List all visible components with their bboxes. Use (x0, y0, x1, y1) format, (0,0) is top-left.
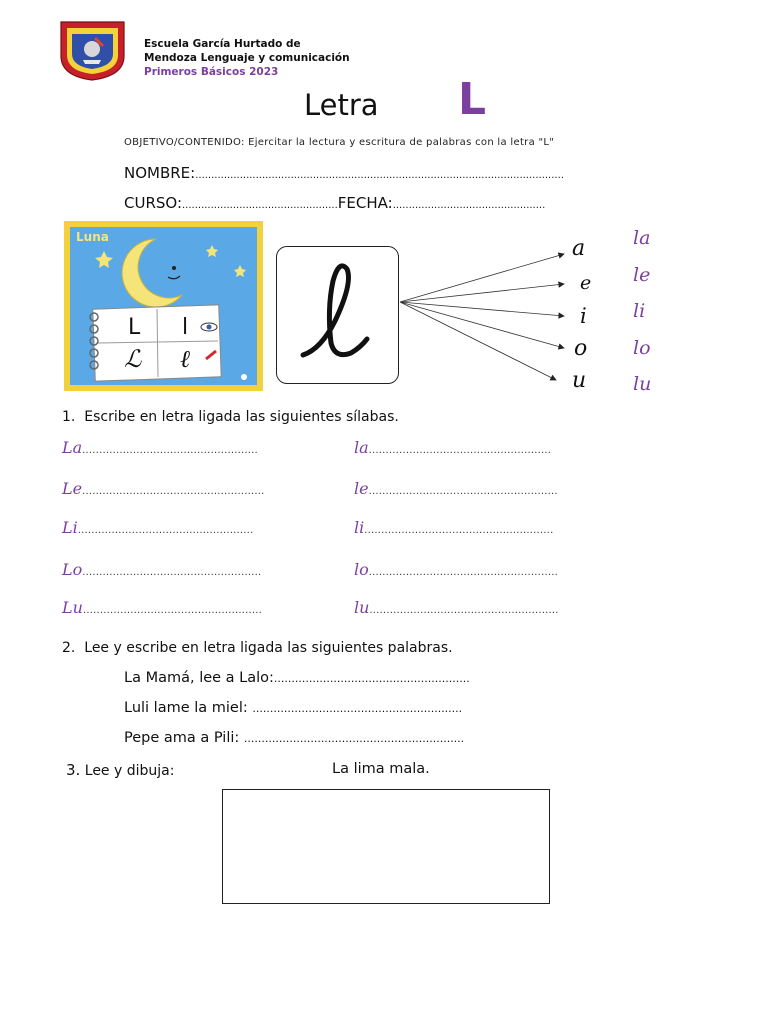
practice-right-row (354, 438, 551, 457)
practice-field[interactable]: .................................................... (77, 525, 254, 536)
practice-label: li (354, 518, 365, 537)
section-3-text: Lee y dibuja: (84, 763, 175, 779)
school-name-line1: Escuela García Hurtado de (144, 38, 301, 50)
practice-left-row (62, 518, 253, 537)
practice-left-row (62, 598, 262, 617)
practice-left-row (62, 479, 265, 498)
vowel-a: a (572, 236, 586, 261)
syllable-lo: lo (633, 337, 651, 359)
section-2-heading (62, 640, 453, 656)
practice-label: Le (62, 479, 83, 498)
sentence-row (124, 730, 464, 746)
vowel-i: i (580, 304, 587, 328)
nombre-row (124, 164, 564, 182)
practice-field[interactable]: .................................................... (82, 445, 258, 456)
vowel-u: u (572, 368, 587, 393)
section-3-heading (66, 761, 174, 779)
practice-label: le (354, 479, 369, 498)
print-letter-upper: L (128, 315, 141, 340)
print-letter-lower: l (182, 315, 189, 340)
practice-label: Lu (62, 598, 83, 617)
sentence-text: Pepe ama a Pili: (124, 730, 244, 746)
vowel-e: e (580, 272, 592, 294)
practice-field[interactable]: ..................................................... (82, 605, 263, 616)
practice-field[interactable]: ...................................................... (368, 445, 552, 456)
sentence-field[interactable]: ........................................................ (273, 672, 470, 685)
section-1-text: Escribe en letra ligada las siguientes sílabas. (84, 409, 399, 425)
practice-left-row (62, 438, 258, 457)
moon-label: Luna (76, 230, 109, 244)
script-letter-upper: ℒ (124, 345, 142, 373)
sentence-field[interactable]: ............................................................ (252, 702, 463, 715)
school-name-line2: Mendoza Lenguaje y comunicación (144, 52, 350, 64)
vowel-arrows (398, 238, 573, 388)
section-2-text: Lee y escribe en letra ligada las siguientes palabras. (84, 640, 453, 656)
practice-right-row (354, 598, 559, 617)
school-header (144, 37, 350, 79)
script-letter-lower: ℓ (180, 345, 190, 373)
arrow-a (400, 254, 564, 302)
practice-right-row (354, 560, 558, 579)
page-title: Letra (304, 88, 379, 122)
cursive-l-drawing (277, 247, 400, 385)
section-2-number: 2. (62, 640, 76, 656)
practice-field[interactable]: ........................................................ (368, 567, 558, 578)
practice-right-row (354, 518, 553, 537)
nombre-label: NOMBRE: (124, 164, 196, 182)
arrow-e (400, 284, 564, 302)
moon-illustration (64, 221, 263, 391)
practice-label: lu (354, 598, 370, 617)
practice-label: Lo (62, 560, 83, 579)
practice-field[interactable]: ..................................................... (82, 567, 262, 578)
syllable-le: le (633, 264, 651, 286)
practice-label: Li (62, 518, 78, 537)
practice-label: lo (354, 560, 369, 579)
sentence-text: La Mamá, lee a Lalo: (124, 670, 274, 686)
section-3-number: 3. (66, 761, 81, 779)
practice-left-row (62, 560, 261, 579)
sentence-text: Luli lame la miel: (124, 700, 253, 716)
practice-label: la (354, 438, 369, 457)
syllable-lu: lu (633, 373, 652, 395)
section-3-phrase: La lima mala. (332, 761, 430, 777)
practice-field[interactable]: ........................................................ (369, 605, 559, 616)
title-letter: L (458, 74, 487, 125)
section-1-number: 1. (62, 409, 76, 425)
nombre-field[interactable]: .................................................................................................................... (195, 170, 564, 181)
sentence-row (124, 670, 470, 686)
objective-text: OBJETIVO/CONTENIDO: Ejercitar la lectura y escritura de palabras con la letra "L" (124, 137, 555, 148)
fecha-field[interactable]: ................................................ (392, 200, 546, 211)
cursive-letter-card (276, 246, 399, 384)
course-line: Primeros Básicos 2023 (144, 66, 279, 78)
syllable-li: li (633, 300, 646, 322)
vowel-o: o (574, 336, 588, 361)
sentence-field[interactable]: ............................................................... (243, 732, 465, 745)
school-logo (55, 18, 130, 82)
practice-field[interactable]: ...................................................... (82, 486, 265, 497)
curso-field[interactable]: ................................................. (182, 200, 338, 211)
practice-field[interactable]: ........................................................ (364, 525, 554, 536)
fecha-label: FECHA: (337, 194, 393, 212)
practice-field[interactable]: ........................................................ (368, 486, 558, 497)
drawing-box[interactable] (222, 789, 550, 904)
syllable-la: la (633, 227, 651, 249)
practice-right-row (354, 479, 558, 498)
curso-label: CURSO: (124, 194, 182, 212)
section-1-heading (62, 409, 399, 425)
curso-fecha-row (124, 194, 545, 212)
sentence-row (124, 700, 462, 716)
practice-label: La (62, 438, 83, 457)
